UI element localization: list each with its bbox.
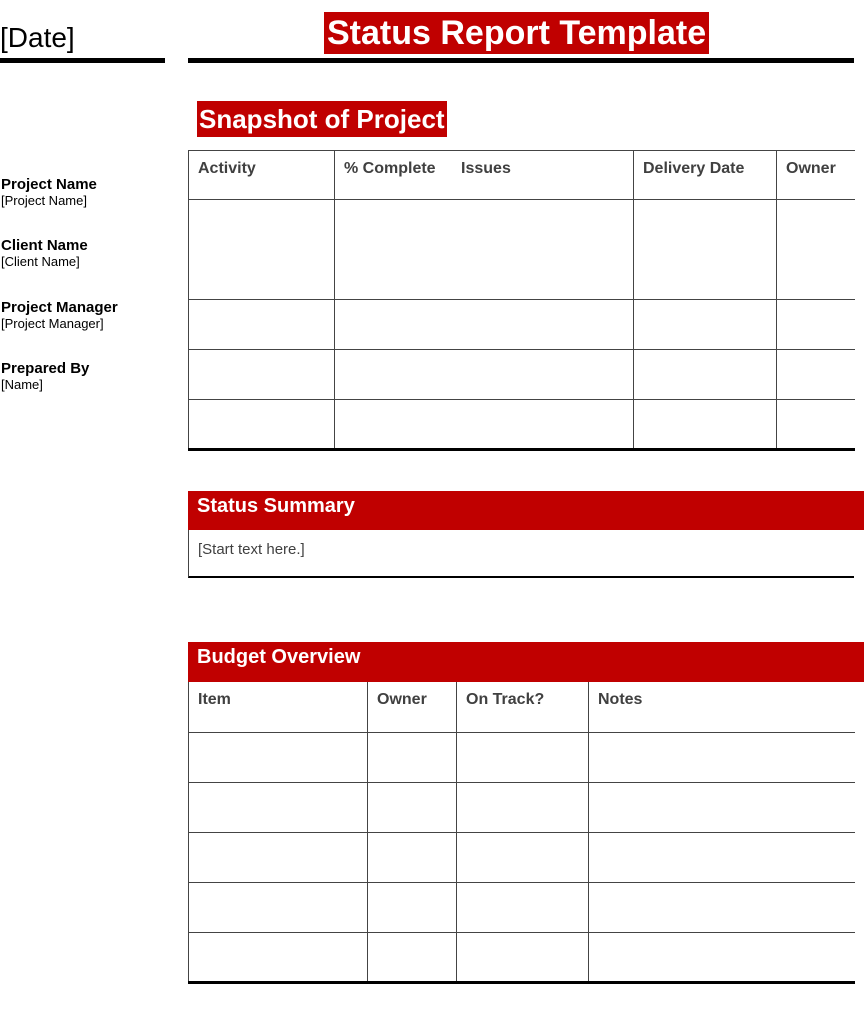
table-cell[interactable] bbox=[777, 400, 855, 450]
project-manager-block bbox=[1, 299, 118, 332]
table-cell[interactable] bbox=[335, 300, 634, 350]
table-row bbox=[189, 400, 855, 450]
column-header-notes: Notes bbox=[589, 682, 855, 732]
table-cell[interactable] bbox=[368, 832, 457, 882]
table-cell[interactable] bbox=[457, 782, 589, 832]
budget-table bbox=[188, 682, 855, 984]
table-cell[interactable] bbox=[189, 350, 335, 400]
table-cell[interactable] bbox=[777, 300, 855, 350]
table-cell[interactable] bbox=[189, 782, 368, 832]
budget-overview-heading: Budget Overview bbox=[188, 642, 864, 682]
table-cell[interactable] bbox=[634, 200, 777, 300]
table-cell[interactable] bbox=[634, 400, 777, 450]
table-cell[interactable] bbox=[189, 932, 368, 982]
table-cell[interactable] bbox=[457, 732, 589, 782]
column-header-owner: Owner bbox=[777, 151, 855, 200]
column-header-on-track: On Track? bbox=[457, 682, 589, 732]
prepared-by-block bbox=[1, 360, 89, 393]
column-header-delivery-date: Delivery Date bbox=[634, 151, 777, 200]
table-cell[interactable] bbox=[589, 932, 855, 982]
header-rule-right bbox=[188, 58, 854, 63]
table-cell[interactable] bbox=[335, 350, 634, 400]
project-manager-value[interactable]: [Project Manager] bbox=[1, 316, 104, 331]
status-summary-box[interactable] bbox=[188, 530, 854, 578]
client-name-block bbox=[1, 237, 88, 270]
column-header-item: Item bbox=[189, 682, 368, 732]
table-cell[interactable] bbox=[189, 832, 368, 882]
table-cell[interactable] bbox=[457, 832, 589, 882]
client-name-label: Client Name bbox=[1, 237, 88, 254]
table-cell[interactable] bbox=[634, 350, 777, 400]
table-row bbox=[189, 782, 855, 832]
table-cell[interactable] bbox=[189, 200, 335, 300]
table-row bbox=[189, 882, 855, 932]
table-cell[interactable] bbox=[457, 882, 589, 932]
status-summary-text[interactable]: [Start text here.] bbox=[198, 541, 305, 558]
table-cell[interactable] bbox=[368, 732, 457, 782]
table-cell[interactable] bbox=[368, 932, 457, 982]
table-cell[interactable] bbox=[777, 200, 855, 300]
table-cell[interactable] bbox=[189, 732, 368, 782]
client-name-value[interactable]: [Client Name] bbox=[1, 254, 80, 269]
table-cell[interactable] bbox=[335, 200, 634, 300]
column-header-activity: Activity bbox=[189, 151, 335, 200]
table-row bbox=[189, 832, 855, 882]
status-summary-heading: Status Summary bbox=[188, 491, 864, 530]
table-cell[interactable] bbox=[777, 350, 855, 400]
column-header-complete-issues bbox=[335, 151, 634, 200]
table-row bbox=[189, 200, 855, 300]
table-row bbox=[189, 932, 855, 982]
table-cell[interactable] bbox=[589, 832, 855, 882]
header-rule-left bbox=[0, 58, 165, 63]
column-header-percent-complete: % Complete bbox=[344, 160, 436, 177]
table-cell[interactable] bbox=[368, 882, 457, 932]
snapshot-header-row bbox=[189, 151, 855, 200]
table-cell[interactable] bbox=[189, 882, 368, 932]
table-cell[interactable] bbox=[335, 400, 634, 450]
budget-header-row bbox=[189, 682, 855, 732]
table-cell[interactable] bbox=[589, 882, 855, 932]
column-header-issues: Issues bbox=[461, 160, 511, 177]
snapshot-heading: Snapshot of Project bbox=[197, 101, 447, 137]
table-row bbox=[189, 300, 855, 350]
table-cell[interactable] bbox=[634, 300, 777, 350]
table-cell[interactable] bbox=[589, 732, 855, 782]
project-name-value[interactable]: [Project Name] bbox=[1, 193, 87, 208]
table-cell[interactable] bbox=[189, 400, 335, 450]
table-row bbox=[189, 732, 855, 782]
table-cell[interactable] bbox=[457, 932, 589, 982]
snapshot-table bbox=[188, 150, 855, 451]
project-manager-label: Project Manager bbox=[1, 299, 118, 316]
prepared-by-label: Prepared By bbox=[1, 360, 90, 377]
table-cell[interactable] bbox=[368, 782, 457, 832]
table-cell[interactable] bbox=[589, 782, 855, 832]
table-row bbox=[189, 350, 855, 400]
project-name-label: Project Name bbox=[1, 176, 97, 193]
date-placeholder: [Date] bbox=[0, 22, 75, 53]
page-title: Status Report Template bbox=[324, 12, 709, 54]
prepared-by-value[interactable]: [Name] bbox=[1, 377, 43, 392]
project-name-block bbox=[1, 176, 97, 209]
table-cell[interactable] bbox=[189, 300, 335, 350]
column-header-owner: Owner bbox=[368, 682, 457, 732]
